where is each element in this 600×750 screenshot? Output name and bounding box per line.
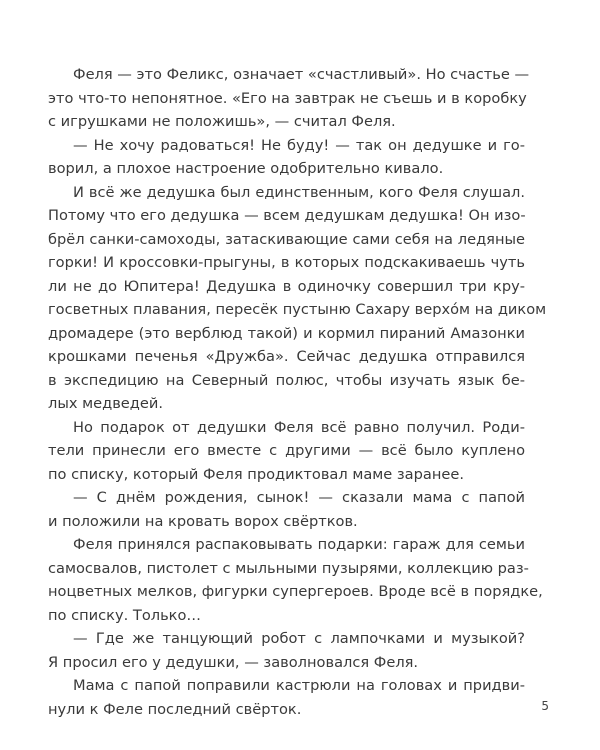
page-body-text bbox=[48, 63, 547, 721]
text-line: нули к Феле последний свёрток. bbox=[48, 700, 302, 718]
text-line: госветных плавания, пересёк пустыню Сахару верхо́м на диком bbox=[48, 301, 547, 318]
text-line: самосвалов, пистолет с мыльными пузырями, коллекцию раз- bbox=[48, 559, 529, 577]
text-line: в экспедицию на Северный полюс, чтобы изучать язык бе- bbox=[48, 371, 525, 389]
text-line: И всё же дедушка был единственным, кого Феля слушал. bbox=[73, 183, 525, 201]
text-line: Мама с папой поправили кастрюли на головах и придви- bbox=[73, 677, 525, 694]
text-line: дромадере (это верблюд такой) и кормил пираний Амазонки bbox=[48, 324, 525, 342]
text-line: Феля принялся распаковывать подарки: гараж для семьи bbox=[73, 536, 525, 553]
text-line: Феля — это Феликс, означает «счастливый». Но счастье — bbox=[73, 66, 530, 83]
text-line: ноцветных мелков, фигурки супергероев. Вроде всё в порядке, bbox=[48, 583, 543, 600]
text-line: по списку. Только… bbox=[48, 606, 202, 624]
text-line: тели принесли его вместе с другими — всё было куплено bbox=[48, 442, 525, 459]
text-line: Потому что его дедушка — всем дедушкам дедушка! Он изо- bbox=[48, 207, 526, 224]
text-line: и положили на кровать ворох свёртков. bbox=[48, 512, 358, 530]
page-number: 5 bbox=[541, 699, 549, 713]
text-line: — Не хочу радоваться! Не буду! — так он дедушке и го- bbox=[73, 136, 525, 154]
text-line: — Где же танцующий робот с лампочками и музыкой? bbox=[73, 630, 525, 647]
text-line: лых медведей. bbox=[48, 395, 163, 412]
text-line: брёл санки-самоходы, затаскивающие сами себя на ледяные bbox=[48, 230, 525, 248]
text-line: это что-то непонятное. «Его на завтрак не съешь и в коробку bbox=[48, 89, 527, 107]
text-line: горки! И кроссовки-прыгуны, в которых подскакиваешь чуть bbox=[48, 254, 525, 271]
text-line: крошками печенья «Дружба». Сейчас дедушка отправился bbox=[48, 348, 525, 365]
text-line: ли не до Юпитера! Дедушка в одиночку совершил три кру- bbox=[48, 277, 525, 295]
text-line: Но подарок от дедушки Феля всё равно получил. Роди- bbox=[73, 418, 525, 436]
text-line: ворил, а плохое настроение одобрительно кивало. bbox=[48, 160, 444, 177]
text-line: с игрушками не положишь», — считал Феля. bbox=[48, 113, 396, 130]
text-line: — С днём рождения, сынок! — сказали мама с папой bbox=[73, 489, 525, 506]
text-line: Я просил его у дедушки, — заволновался Феля. bbox=[48, 653, 419, 671]
text-line: по списку, который Феля продиктовал маме заранее. bbox=[48, 465, 464, 483]
